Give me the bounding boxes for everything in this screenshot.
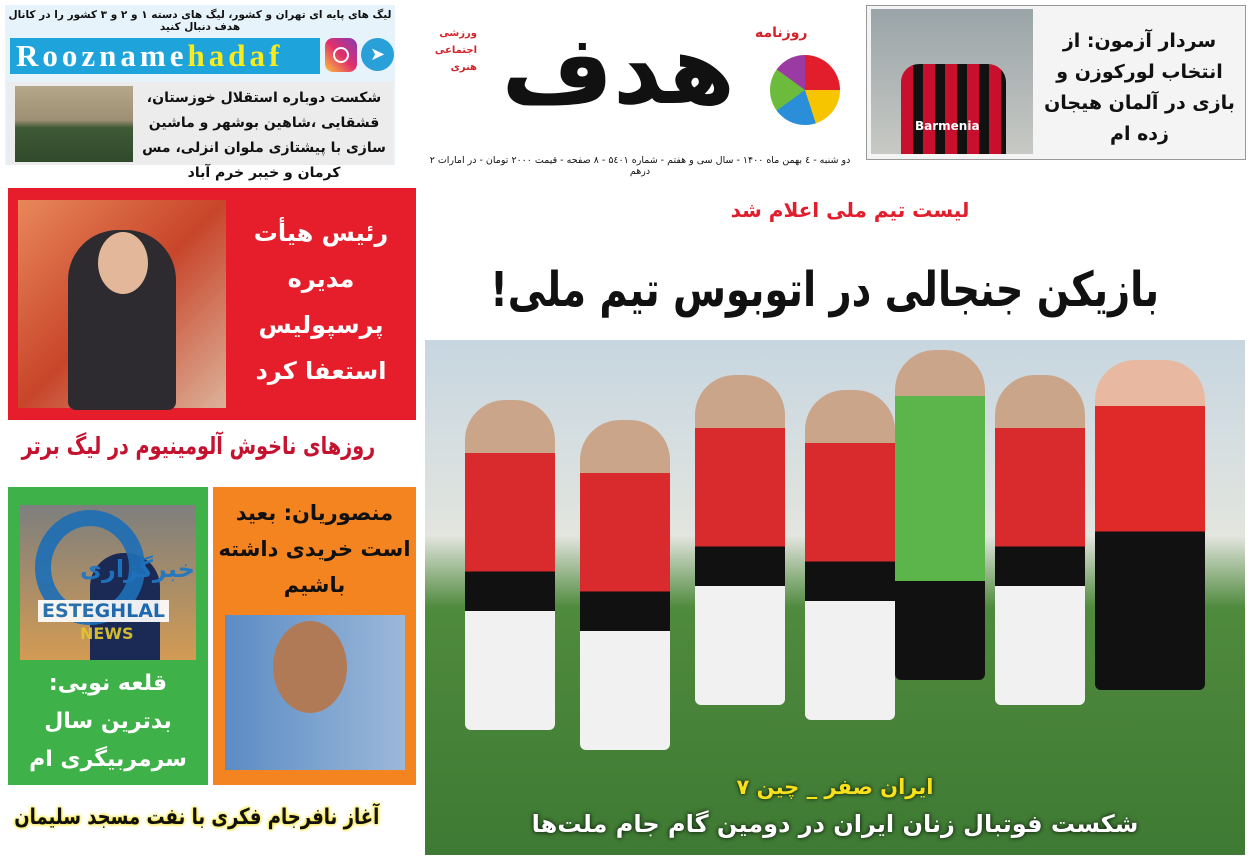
league-news-headline: شکست دوباره استقلال خوزستان، قشقایی ،شاهین بوشهر و ماشین سازی با پیشتازی ملوان انزلی، مس کرمان و خیبر خرم آباد [142,90,386,181]
azmoun-headline: سردار آزمون: از انتخاب لورکوزن و بازی در آلمان هیجان زده ام [1044,30,1235,145]
shirt-sponsor: Barmenia [915,119,980,133]
promo-text: لیگ های پایه ای تهران و کشور، لیگ های دسته ۱ و ۲ و ۳ کشور را در کانال هدف دنبال کنید [8,9,392,33]
persepolis-story [8,188,416,420]
telegram-icon: ➤ [361,38,394,71]
player [465,400,555,730]
team-photo [425,340,1245,855]
match-photo [15,86,133,162]
player [695,375,785,705]
goalkeeper [895,350,985,680]
ghalenoei-headline: قلعه نویی: بدترین سال سرمربیگری ام بود [29,671,187,810]
masthead-brand: روزنامه [755,25,808,41]
watermark-en: ESTEGHLAL [38,600,169,622]
mansourian-story [213,487,416,785]
person-face [98,232,148,294]
main-kicker: لیست تیم ملی اعلام شد [730,198,970,222]
channel-name-yellow: hadaf [187,38,284,73]
main-headline: بازیکن جنجالی در اتوبوس تیم ملی! [490,262,1160,318]
player [805,390,895,720]
azmoun-photo [871,9,1033,154]
women-score-kicker: ایران صفر _ چین ۷ [736,775,934,799]
masthead-logo [425,5,865,145]
masthead-tagline: ورزشی اجتماعی هنری [434,28,477,73]
aluminium-headline: روزهای ناخوش آلومینیوم در لیگ برتر [21,432,376,460]
fekri-headline: آغاز نافرجام فکری با نفت مسجد سلیمان [14,805,380,830]
instagram-icon [325,38,357,72]
women-headline: شکست فوتبال زنان ایران در دومین گام جام ملت‌ها [531,810,1139,838]
watermark-fa: خبرگزاری [80,555,195,583]
mansourian-headline: منصوریان: بعید است خریدی داشته باشیم [218,501,411,597]
watermark-news: NEWS [80,624,134,643]
esteghlal-news-watermark [10,500,200,650]
player [995,375,1085,705]
masthead-name: هدف [501,14,735,126]
channel-banner [10,38,320,74]
channel-promo-box [5,5,395,181]
chairman-photo [18,200,226,408]
azmoun-story [866,5,1246,160]
shirt [901,64,1006,154]
player [580,420,670,750]
channel-name-white: Roozname [16,38,188,73]
league-news-box [7,82,393,181]
ball-icon [770,55,840,125]
person-face [273,621,347,713]
coach [1095,360,1205,690]
mansourian-photo [225,615,405,770]
persepolis-headline: رئیس هیأت مدیره پرسپولیس استعفا کرد [253,219,389,385]
dateline: دو شنبه - ٤ بهمن ماه ۱۴۰۰ - سال سی و هفتم - شماره ۵٤۰۱ - ۸ صفحه - قیمت ۲۰۰۰ تومان - در امارات ۲ درهم [429,155,851,177]
